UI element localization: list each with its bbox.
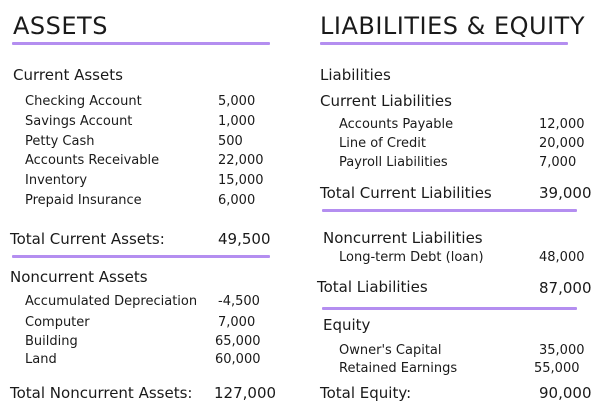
liability-value-longterm-debt: 48,000 <box>539 250 585 265</box>
current-assets-rule <box>12 255 270 258</box>
total-liabilities-rule <box>322 307 577 310</box>
noncurrent-assets-heading: Noncurrent Assets <box>10 268 148 286</box>
asset-label-prepaid: Prepaid Insurance <box>25 193 142 208</box>
asset-label-receivable: Accounts Receivable <box>25 153 160 168</box>
liability-value-payable: 12,000 <box>539 117 585 132</box>
total-liabilities-label: Total Liabilities <box>317 278 428 296</box>
liabilities-heading: Liabilities <box>320 66 391 84</box>
liability-label-payroll: Payroll Liabilities <box>339 155 448 170</box>
asset-label-savings: Savings Account <box>25 114 133 129</box>
current-liabilities-rule <box>322 209 577 212</box>
asset-value-checking: 5,000 <box>218 94 256 109</box>
equity-value-owners-capital: 35,000 <box>539 343 585 358</box>
current-assets-heading: Current Assets <box>13 66 123 84</box>
equity-heading: Equity <box>323 316 371 334</box>
asset-label-computer: Computer <box>25 315 90 330</box>
asset-value-inventory: 15,000 <box>218 173 264 188</box>
asset-value-prepaid: 6,000 <box>218 193 256 208</box>
current-liabilities-heading: Current Liabilities <box>320 92 452 110</box>
liability-label-credit: Line of Credit <box>339 136 426 151</box>
asset-value-land: 60,000 <box>215 352 261 367</box>
total-equity-value: 90,000 <box>539 384 592 402</box>
equity-value-retained-earnings: 55,000 <box>534 361 580 376</box>
liabilities-equity-title: LIABILITIES & EQUITY <box>320 12 585 40</box>
total-liabilities-value: 87,000 <box>539 279 592 297</box>
asset-value-petty-cash: 500 <box>218 134 243 149</box>
total-current-liabilities-value: 39,000 <box>539 184 592 202</box>
total-equity-label: Total Equity: <box>320 384 412 402</box>
total-noncurrent-assets-label: Total Noncurrent Assets: <box>10 384 193 402</box>
liability-value-payroll: 7,000 <box>539 155 577 170</box>
liability-label-payable: Accounts Payable <box>339 117 454 132</box>
asset-value-computer: 7,000 <box>218 315 256 330</box>
asset-label-inventory: Inventory <box>25 173 88 188</box>
liability-value-credit: 20,000 <box>539 136 585 151</box>
asset-label-land: Land <box>25 352 57 367</box>
equity-label-retained-earnings: Retained Earnings <box>339 361 458 376</box>
liabilities-equity-title-rule <box>320 42 568 45</box>
total-current-assets-value: 49,500 <box>218 230 271 248</box>
liability-label-longterm-debt: Long-term Debt (loan) <box>339 250 484 265</box>
asset-label-depreciation: Accumulated Depreciation <box>25 294 198 309</box>
noncurrent-liabilities-heading: Noncurrent Liabilities <box>323 229 483 247</box>
equity-label-owners-capital: Owner's Capital <box>339 343 442 358</box>
total-noncurrent-assets-value: 127,000 <box>214 384 277 402</box>
asset-label-checking: Checking Account <box>25 94 142 109</box>
asset-value-savings: 1,000 <box>218 114 256 129</box>
asset-label-building: Building <box>25 334 78 349</box>
total-current-liabilities-label: Total Current Liabilities <box>320 184 492 202</box>
asset-value-depreciation: -4,500 <box>218 294 260 309</box>
total-current-assets-label: Total Current Assets: <box>10 230 165 248</box>
assets-title-rule <box>12 42 270 45</box>
asset-label-petty-cash: Petty Cash <box>25 134 95 149</box>
asset-value-building: 65,000 <box>215 334 261 349</box>
asset-value-receivable: 22,000 <box>218 153 264 168</box>
assets-title: ASSETS <box>13 12 108 40</box>
